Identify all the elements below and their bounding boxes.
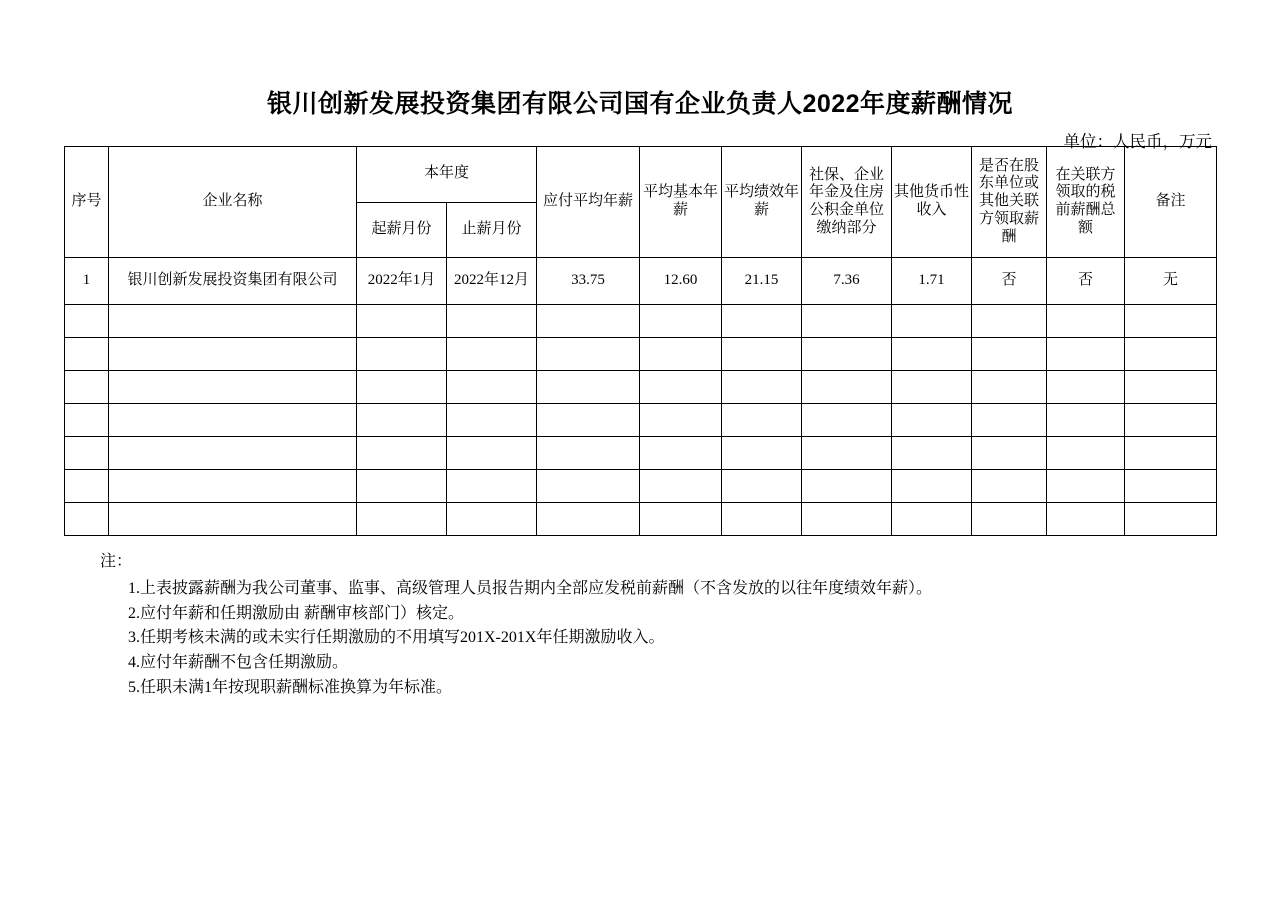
cell-empty	[1047, 404, 1125, 437]
notes-block	[100, 550, 1200, 701]
table-row-empty	[65, 305, 1217, 338]
cell-empty	[972, 305, 1047, 338]
cell-empty	[109, 338, 357, 371]
table-row-empty	[65, 338, 1217, 371]
header-social-insurance: 社保、企业年金及住房公积金单位缴纳部分	[802, 147, 892, 258]
cell-empty	[447, 338, 537, 371]
cell-empty	[537, 437, 640, 470]
cell-avg-basic-annual: 12.60	[640, 258, 722, 305]
header-other-monetary-income: 其他货币性收入	[892, 147, 972, 258]
salary-table	[64, 146, 1217, 536]
cell-empty	[65, 305, 109, 338]
cell-empty	[722, 437, 802, 470]
cell-empty	[1047, 437, 1125, 470]
table-row-empty	[65, 404, 1217, 437]
notes-heading: 注：	[100, 553, 133, 570]
cell-empty	[357, 503, 447, 536]
cell-payable-avg-annual: 33.75	[537, 258, 640, 305]
cell-empty	[357, 437, 447, 470]
cell-empty	[972, 338, 1047, 371]
cell-empty	[537, 371, 640, 404]
cell-empty	[802, 503, 892, 536]
cell-empty	[802, 470, 892, 503]
cell-empty	[1047, 371, 1125, 404]
cell-end-month: 2022年12月	[447, 258, 537, 305]
cell-start-month: 2022年1月	[357, 258, 447, 305]
cell-seq: 1	[65, 258, 109, 305]
note-item: 3.任期考核未满的或未实行任期激励的不用填写201X-201X年任期激励收入。	[128, 629, 665, 647]
cell-empty	[722, 371, 802, 404]
cell-empty	[447, 503, 537, 536]
cell-empty	[65, 338, 109, 371]
table-row-empty	[65, 437, 1217, 470]
cell-empty	[722, 338, 802, 371]
cell-empty	[892, 371, 972, 404]
cell-empty	[109, 437, 357, 470]
page-title: 银川创新发展投资集团有限公司国有企业负责人2022年度薪酬情况	[266, 90, 1014, 118]
cell-avg-performance-annual: 21.15	[722, 258, 802, 305]
header-end-month: 止薪月份	[447, 202, 537, 258]
cell-other-monetary-income: 1.71	[892, 258, 972, 305]
cell-empty	[65, 371, 109, 404]
cell-empty	[802, 404, 892, 437]
cell-remarks: 无	[1125, 258, 1217, 305]
cell-empty	[537, 338, 640, 371]
cell-empty	[802, 371, 892, 404]
header-in-shareholder-unit: 是否在股东单位或其他关联方领取薪酬	[972, 147, 1047, 258]
cell-empty	[892, 503, 972, 536]
header-remarks: 备注	[1125, 147, 1217, 258]
cell-empty	[1047, 470, 1125, 503]
cell-empty	[1125, 305, 1217, 338]
unit-note: 单位：人民币，万元	[1063, 132, 1212, 151]
cell-empty	[447, 404, 537, 437]
cell-empty	[640, 470, 722, 503]
table-row-empty	[65, 503, 1217, 536]
cell-empty	[972, 404, 1047, 437]
cell-empty	[357, 404, 447, 437]
table-row-empty	[65, 470, 1217, 503]
cell-empty	[640, 305, 722, 338]
note-item: 1.上表披露薪酬为我公司董事、监事、高级管理人员报告期内全部应发税前薪酬（不含发放的以往年度绩效年薪）。	[128, 579, 933, 597]
notes-list	[100, 577, 1200, 701]
cell-empty	[537, 404, 640, 437]
cell-empty	[447, 437, 537, 470]
cell-empty	[357, 371, 447, 404]
note-item: 4.应付年薪酬不包含任期激励。	[128, 654, 349, 672]
cell-empty	[1047, 338, 1125, 371]
note-item: 5.任职未满1年按现职薪酬标准换算为年标准。	[128, 678, 453, 696]
cell-empty	[537, 305, 640, 338]
cell-empty	[722, 404, 802, 437]
cell-empty	[1125, 371, 1217, 404]
cell-empty	[357, 305, 447, 338]
cell-empty	[722, 470, 802, 503]
cell-empty	[802, 437, 892, 470]
cell-empty	[892, 437, 972, 470]
cell-empty	[109, 503, 357, 536]
cell-empty	[447, 305, 537, 338]
cell-empty	[1047, 503, 1125, 536]
cell-empty	[802, 305, 892, 338]
cell-empty	[1047, 305, 1125, 338]
cell-empty	[537, 503, 640, 536]
cell-empty	[1125, 338, 1217, 371]
header-avg-basic-annual: 平均基本年薪	[640, 147, 722, 258]
cell-empty	[65, 470, 109, 503]
cell-empty	[109, 371, 357, 404]
cell-in-shareholder-unit: 否	[972, 258, 1047, 305]
cell-empty	[640, 503, 722, 536]
cell-empty	[109, 404, 357, 437]
cell-empty	[640, 371, 722, 404]
cell-related-party-pretax-total: 否	[1047, 258, 1125, 305]
header-related-party-pretax-total: 在关联方领取的税前薪酬总额	[1047, 147, 1125, 258]
cell-empty	[65, 437, 109, 470]
header-seq: 序号	[65, 147, 109, 258]
header-avg-performance-annual: 平均绩效年薪	[722, 147, 802, 258]
cell-empty	[1125, 437, 1217, 470]
cell-empty	[1125, 503, 1217, 536]
cell-empty	[972, 470, 1047, 503]
cell-empty	[1125, 470, 1217, 503]
cell-empty	[109, 470, 357, 503]
cell-company-name: 银川创新发展投资集团有限公司	[109, 258, 357, 305]
note-item: 2.应付年薪和任期激励由 薪酬审核部门）核定。	[128, 604, 465, 622]
cell-empty	[1125, 404, 1217, 437]
cell-empty	[972, 371, 1047, 404]
header-current-year: 本年度	[357, 147, 537, 203]
header-payable-avg-annual: 应付平均年薪	[537, 147, 640, 258]
table-row	[65, 258, 1217, 305]
cell-empty	[802, 338, 892, 371]
cell-empty	[357, 338, 447, 371]
cell-empty	[65, 503, 109, 536]
cell-empty	[537, 470, 640, 503]
cell-empty	[892, 338, 972, 371]
cell-empty	[892, 305, 972, 338]
cell-empty	[640, 404, 722, 437]
cell-empty	[722, 503, 802, 536]
cell-empty	[447, 470, 537, 503]
cell-empty	[892, 404, 972, 437]
cell-empty	[109, 305, 357, 338]
header-company-name: 企业名称	[109, 147, 357, 258]
header-start-month: 起薪月份	[357, 202, 447, 258]
cell-social-insurance: 7.36	[802, 258, 892, 305]
table-row-empty	[65, 371, 1217, 404]
cell-empty	[640, 437, 722, 470]
cell-empty	[640, 338, 722, 371]
cell-empty	[972, 503, 1047, 536]
cell-empty	[722, 305, 802, 338]
cell-empty	[357, 470, 447, 503]
cell-empty	[892, 470, 972, 503]
cell-empty	[972, 437, 1047, 470]
cell-empty	[447, 371, 537, 404]
cell-empty	[65, 404, 109, 437]
